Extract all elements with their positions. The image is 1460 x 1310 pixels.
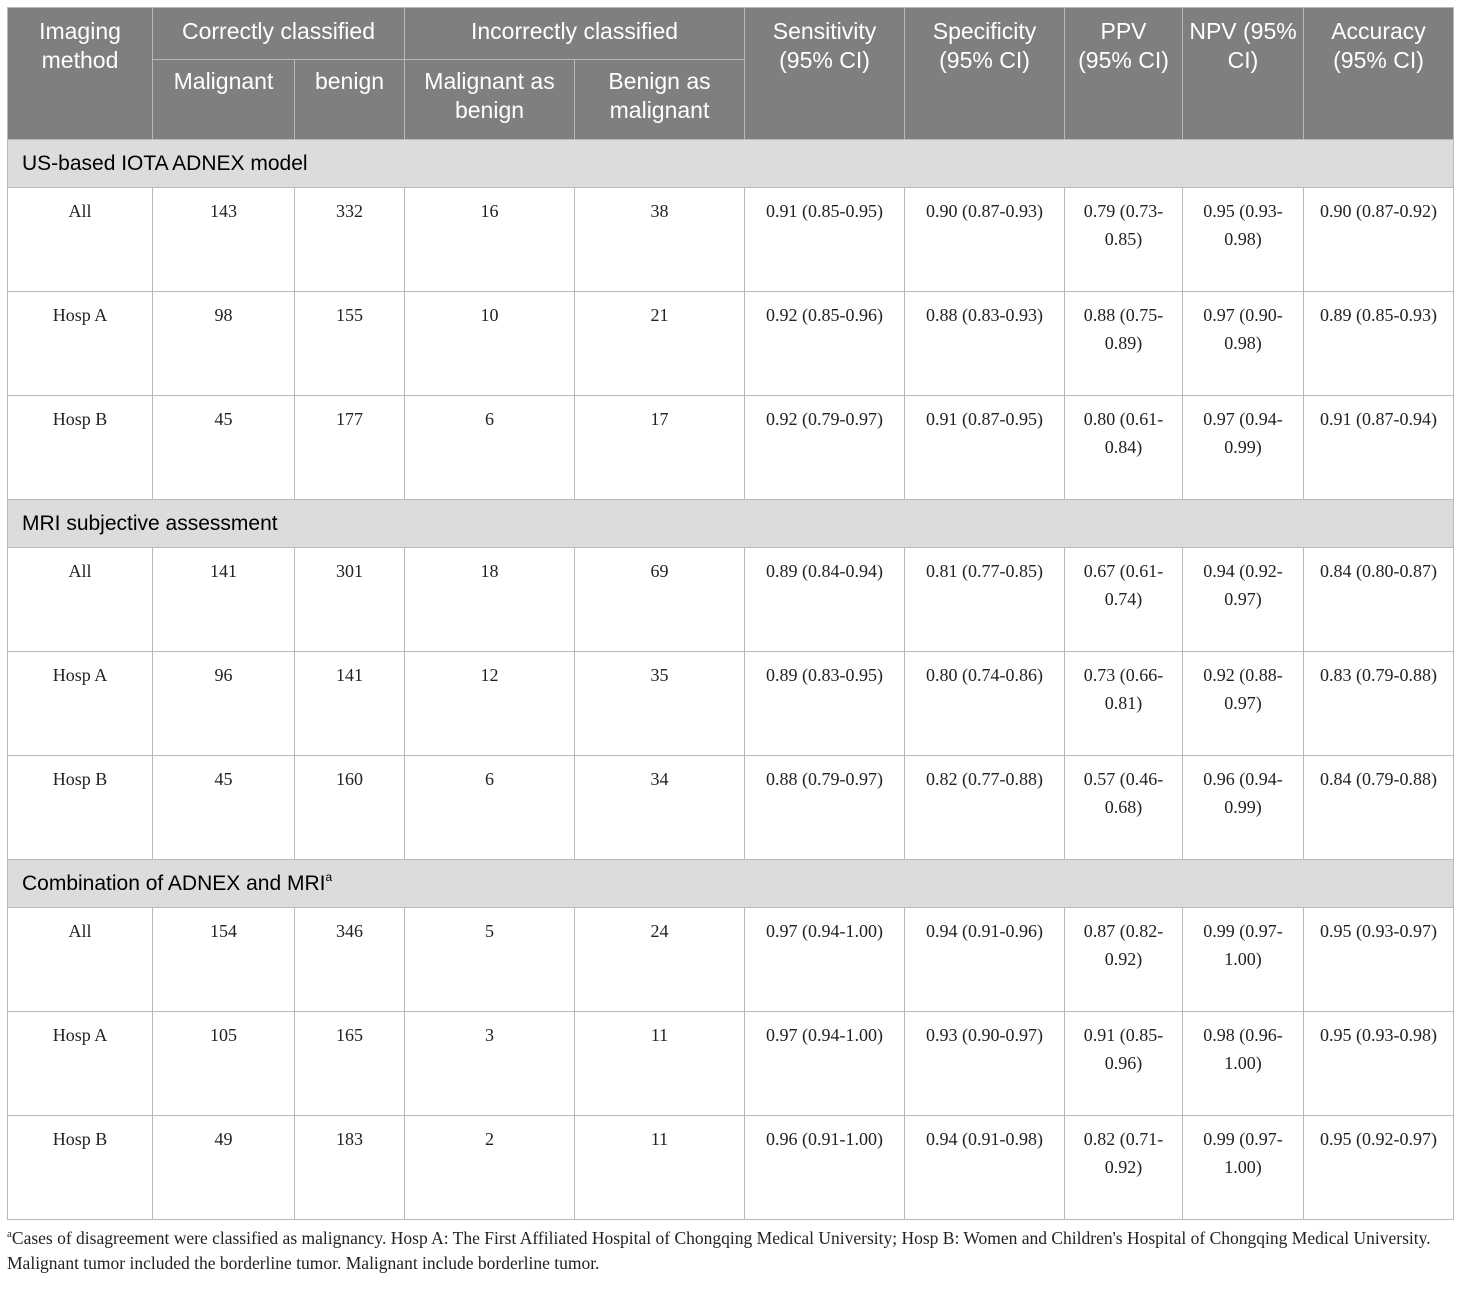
specificity-cell: 0.88 (0.83-0.93) xyxy=(905,292,1065,396)
accuracy-cell: 0.89 (0.85-0.93) xyxy=(1304,292,1454,396)
malignant-cell: 98 xyxy=(153,292,295,396)
ppv-cell: 0.88 (0.75-0.89) xyxy=(1065,292,1183,396)
accuracy-cell: 0.95 (0.93-0.97) xyxy=(1304,908,1454,1012)
benign-cell: 346 xyxy=(295,908,405,1012)
benign-cell: 301 xyxy=(295,548,405,652)
group-cell: Hosp B xyxy=(8,1116,153,1220)
npv-cell: 0.96 (0.94-0.99) xyxy=(1183,756,1304,860)
header-benign: benign xyxy=(295,60,405,140)
header-specificity: Specificity (95% CI) xyxy=(905,8,1065,140)
section-title-text: US-based IOTA ADNEX model xyxy=(22,152,308,175)
table-body xyxy=(8,140,1454,1220)
accuracy-cell: 0.90 (0.87-0.92) xyxy=(1304,188,1454,292)
benign-as-malignant-cell: 21 xyxy=(575,292,745,396)
group-cell: Hosp B xyxy=(8,396,153,500)
ppv-cell: 0.82 (0.71-0.92) xyxy=(1065,1116,1183,1220)
malignant-as-benign-cell: 16 xyxy=(405,188,575,292)
npv-cell: 0.97 (0.94-0.99) xyxy=(1183,396,1304,500)
footnote-line-2: Malignant tumor included the borderline tumor. Malignant include borderline tumor. xyxy=(7,1253,600,1273)
group-cell: Hosp A xyxy=(8,652,153,756)
benign-as-malignant-cell: 38 xyxy=(575,188,745,292)
accuracy-cell: 0.95 (0.92-0.97) xyxy=(1304,1116,1454,1220)
footnote-text-1: Cases of disagreement were classified as malignancy. Hosp A: The First Affiliated Hospital of Chongqing Medical University; Hosp B: Women and Children's Hospital of Chongqing Medical University. xyxy=(11,1228,1431,1248)
malignant-cell: 45 xyxy=(153,756,295,860)
malignant-cell: 96 xyxy=(153,652,295,756)
table-row xyxy=(8,292,1454,396)
malignant-cell: 45 xyxy=(153,396,295,500)
header-accuracy: Accuracy (95% CI) xyxy=(1304,8,1454,140)
accuracy-cell: 0.91 (0.87-0.94) xyxy=(1304,396,1454,500)
header-benign-as-malignant: Benign as malignant xyxy=(575,60,745,140)
specificity-cell: 0.81 (0.77-0.85) xyxy=(905,548,1065,652)
table-row xyxy=(8,188,1454,292)
benign-as-malignant-cell: 69 xyxy=(575,548,745,652)
benign-cell: 183 xyxy=(295,1116,405,1220)
specificity-cell: 0.90 (0.87-0.93) xyxy=(905,188,1065,292)
ppv-cell: 0.57 (0.46-0.68) xyxy=(1065,756,1183,860)
npv-cell: 0.99 (0.97-1.00) xyxy=(1183,908,1304,1012)
npv-cell: 0.99 (0.97-1.00) xyxy=(1183,1116,1304,1220)
group-cell: Hosp A xyxy=(8,1012,153,1116)
section-header-row xyxy=(8,860,1454,908)
npv-cell: 0.94 (0.92-0.97) xyxy=(1183,548,1304,652)
accuracy-cell: 0.84 (0.79-0.88) xyxy=(1304,756,1454,860)
sensitivity-cell: 0.96 (0.91-1.00) xyxy=(745,1116,905,1220)
malignant-as-benign-cell: 10 xyxy=(405,292,575,396)
sensitivity-cell: 0.89 (0.83-0.95) xyxy=(745,652,905,756)
group-cell: Hosp A xyxy=(8,292,153,396)
malignant-cell: 154 xyxy=(153,908,295,1012)
sensitivity-cell: 0.91 (0.85-0.95) xyxy=(745,188,905,292)
benign-cell: 165 xyxy=(295,1012,405,1116)
accuracy-cell: 0.83 (0.79-0.88) xyxy=(1304,652,1454,756)
malignant-as-benign-cell: 6 xyxy=(405,756,575,860)
table-row xyxy=(8,1012,1454,1116)
header-malignant-as-benign: Malignant as benign xyxy=(405,60,575,140)
section-title-text: Combination of ADNEX and MRI xyxy=(22,872,326,895)
malignant-as-benign-cell: 18 xyxy=(405,548,575,652)
ppv-cell: 0.80 (0.61-0.84) xyxy=(1065,396,1183,500)
table-header xyxy=(8,8,1454,140)
header-npv: NPV (95% CI) xyxy=(1183,8,1304,140)
section-header-row xyxy=(8,500,1454,548)
table-row xyxy=(8,908,1454,1012)
accuracy-cell: 0.84 (0.80-0.87) xyxy=(1304,548,1454,652)
npv-cell: 0.92 (0.88-0.97) xyxy=(1183,652,1304,756)
benign-cell: 160 xyxy=(295,756,405,860)
header-imaging-method: Imaging method xyxy=(8,8,153,140)
header-incorrectly-classified: Incorrectly classified xyxy=(405,8,745,60)
malignant-as-benign-cell: 12 xyxy=(405,652,575,756)
benign-as-malignant-cell: 11 xyxy=(575,1116,745,1220)
table-row xyxy=(8,652,1454,756)
benign-cell: 155 xyxy=(295,292,405,396)
npv-cell: 0.95 (0.93-0.98) xyxy=(1183,188,1304,292)
benign-as-malignant-cell: 24 xyxy=(575,908,745,1012)
specificity-cell: 0.80 (0.74-0.86) xyxy=(905,652,1065,756)
ppv-cell: 0.67 (0.61-0.74) xyxy=(1065,548,1183,652)
footnote-marker: a xyxy=(7,1228,12,1240)
group-cell: All xyxy=(8,908,153,1012)
accuracy-cell: 0.95 (0.93-0.98) xyxy=(1304,1012,1454,1116)
benign-cell: 177 xyxy=(295,396,405,500)
ppv-cell: 0.87 (0.82-0.92) xyxy=(1065,908,1183,1012)
sensitivity-cell: 0.97 (0.94-1.00) xyxy=(745,1012,905,1116)
header-sensitivity: Sensitivity (95% CI) xyxy=(745,8,905,140)
specificity-cell: 0.94 (0.91-0.96) xyxy=(905,908,1065,1012)
group-cell: All xyxy=(8,548,153,652)
malignant-cell: 141 xyxy=(153,548,295,652)
specificity-cell: 0.82 (0.77-0.88) xyxy=(905,756,1065,860)
header-malignant: Malignant xyxy=(153,60,295,140)
header-ppv: PPV (95% CI) xyxy=(1065,8,1183,140)
section-title-text: MRI subjective assessment xyxy=(22,512,278,535)
malignant-as-benign-cell: 6 xyxy=(405,396,575,500)
table-container xyxy=(7,7,1453,1276)
ppv-cell: 0.91 (0.85-0.96) xyxy=(1065,1012,1183,1116)
benign-cell: 332 xyxy=(295,188,405,292)
specificity-cell: 0.93 (0.90-0.97) xyxy=(905,1012,1065,1116)
section-title xyxy=(8,140,1454,188)
sensitivity-cell: 0.92 (0.85-0.96) xyxy=(745,292,905,396)
header-row-1 xyxy=(8,8,1454,60)
table-row xyxy=(8,1116,1454,1220)
group-cell: Hosp B xyxy=(8,756,153,860)
section-title xyxy=(8,860,1454,908)
sensitivity-cell: 0.89 (0.84-0.94) xyxy=(745,548,905,652)
benign-cell: 141 xyxy=(295,652,405,756)
footnote xyxy=(7,1226,1453,1276)
ppv-cell: 0.73 (0.66-0.81) xyxy=(1065,652,1183,756)
group-cell: All xyxy=(8,188,153,292)
benign-as-malignant-cell: 35 xyxy=(575,652,745,756)
footnote-line-1 xyxy=(7,1226,1453,1251)
table-row xyxy=(8,756,1454,860)
malignant-cell: 105 xyxy=(153,1012,295,1116)
sensitivity-cell: 0.88 (0.79-0.97) xyxy=(745,756,905,860)
table-row xyxy=(8,396,1454,500)
malignant-cell: 49 xyxy=(153,1116,295,1220)
benign-as-malignant-cell: 17 xyxy=(575,396,745,500)
specificity-cell: 0.94 (0.91-0.98) xyxy=(905,1116,1065,1220)
section-footnote-marker: a xyxy=(325,870,333,884)
malignant-as-benign-cell: 2 xyxy=(405,1116,575,1220)
section-title xyxy=(8,500,1454,548)
sensitivity-cell: 0.92 (0.79-0.97) xyxy=(745,396,905,500)
benign-as-malignant-cell: 11 xyxy=(575,1012,745,1116)
table-row xyxy=(8,548,1454,652)
ppv-cell: 0.79 (0.73-0.85) xyxy=(1065,188,1183,292)
benign-as-malignant-cell: 34 xyxy=(575,756,745,860)
npv-cell: 0.98 (0.96-1.00) xyxy=(1183,1012,1304,1116)
malignant-cell: 143 xyxy=(153,188,295,292)
section-header-row xyxy=(8,140,1454,188)
specificity-cell: 0.91 (0.87-0.95) xyxy=(905,396,1065,500)
sensitivity-cell: 0.97 (0.94-1.00) xyxy=(745,908,905,1012)
malignant-as-benign-cell: 5 xyxy=(405,908,575,1012)
header-correctly-classified: Correctly classified xyxy=(153,8,405,60)
npv-cell: 0.97 (0.90-0.98) xyxy=(1183,292,1304,396)
results-table xyxy=(7,7,1454,1220)
malignant-as-benign-cell: 3 xyxy=(405,1012,575,1116)
